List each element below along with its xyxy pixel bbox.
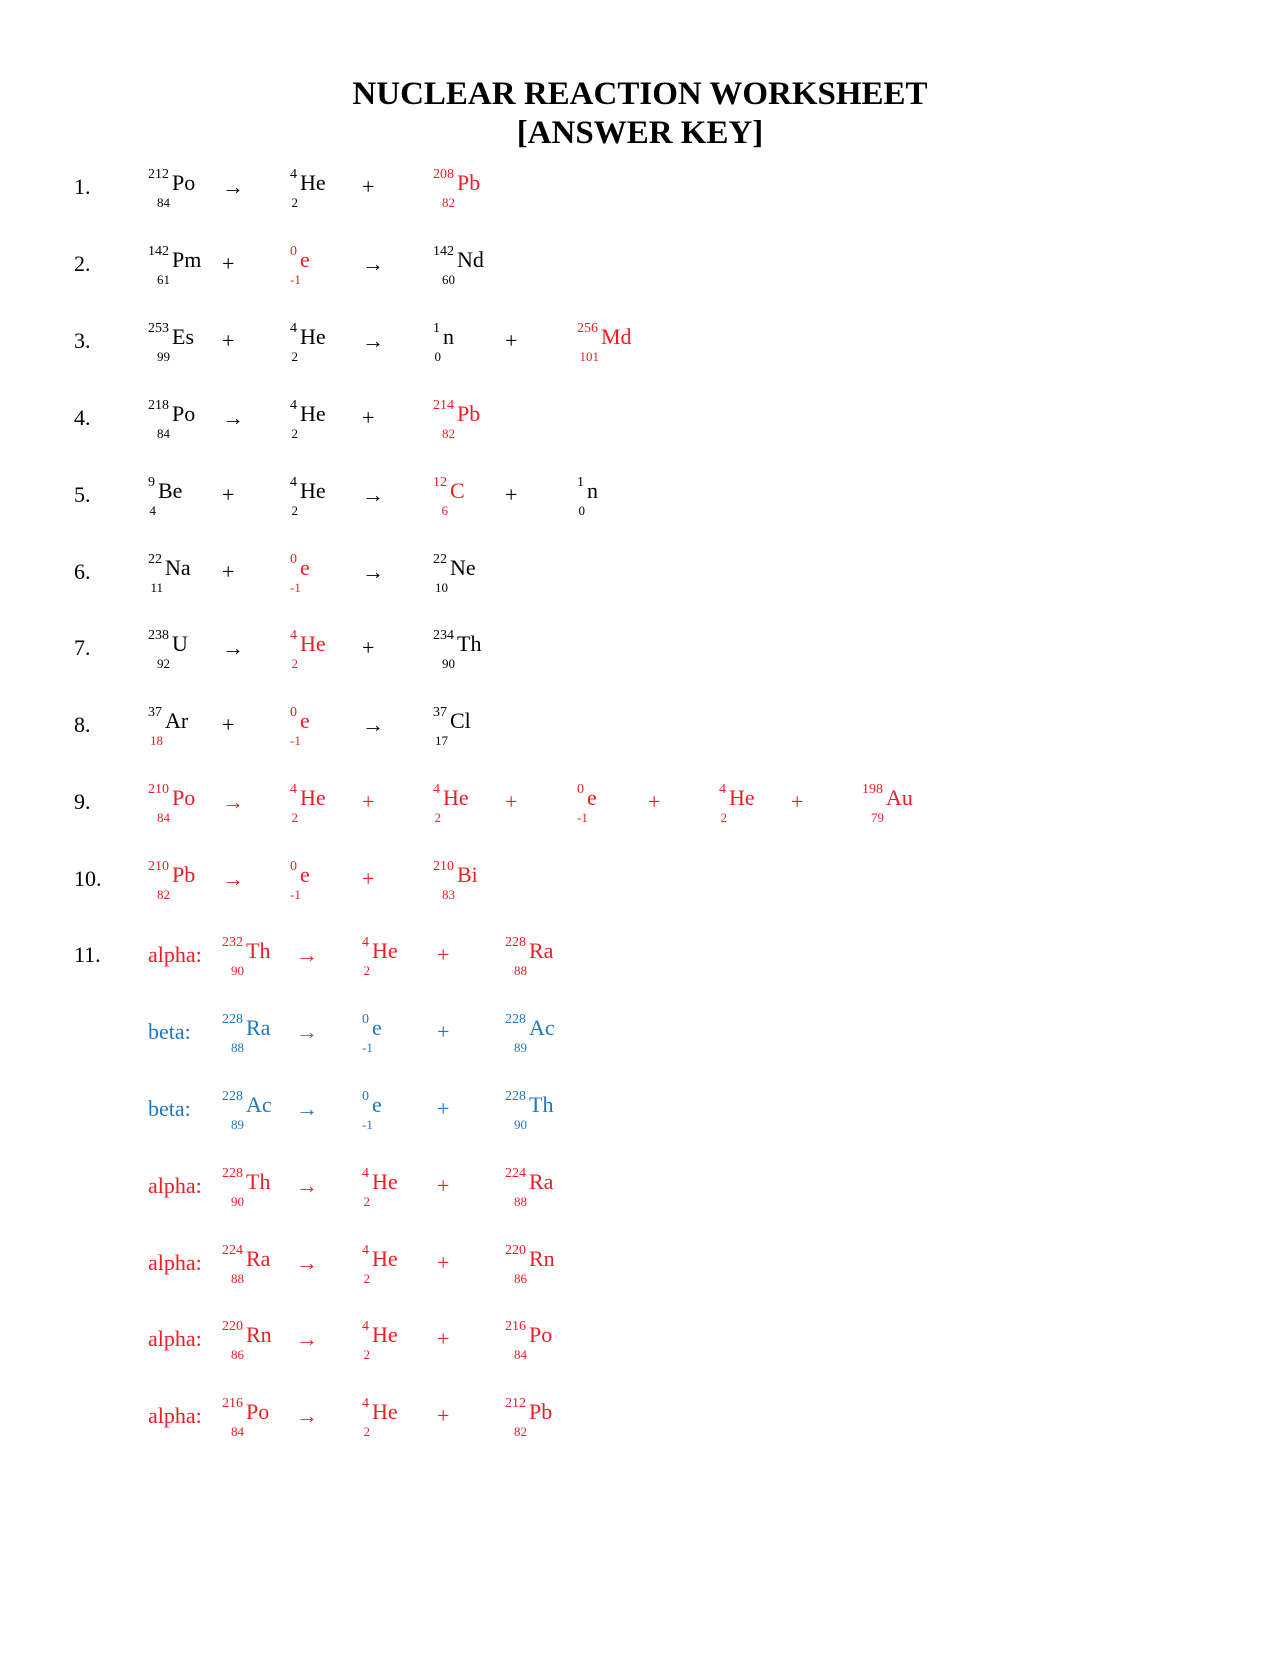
element-symbol: Rn <box>529 1246 555 1271</box>
decay-type-label: alpha: <box>148 1173 202 1198</box>
question-number: 7. <box>74 635 91 660</box>
reaction-arrow: → <box>222 635 244 660</box>
element-symbol: Ac <box>246 1092 272 1117</box>
plus-sign: + <box>437 942 450 967</box>
mass-number: 218 <box>148 398 169 413</box>
atomic-number: 2 <box>434 810 441 825</box>
element-symbol: Ra <box>529 938 554 963</box>
element-symbol: e <box>300 555 310 580</box>
reaction-arrow: → <box>222 866 244 891</box>
mass-number: 228 <box>505 1012 526 1027</box>
atomic-number: 6 <box>441 503 448 518</box>
element-symbol: Po <box>172 401 196 426</box>
atomic-number: 86 <box>514 1271 527 1286</box>
plus-sign: + <box>362 405 375 430</box>
element-symbol: Pb <box>172 862 196 887</box>
atomic-number: -1 <box>577 810 588 825</box>
atomic-number: 2 <box>291 349 298 364</box>
mass-number: 0 <box>290 552 297 567</box>
mass-number: 142 <box>148 244 169 259</box>
atomic-number: 88 <box>231 1040 244 1055</box>
mass-number: 224 <box>505 1166 526 1181</box>
atomic-number: 83 <box>442 887 455 902</box>
reaction-arrow: → <box>362 251 384 276</box>
mass-number: 0 <box>362 1089 369 1104</box>
element-symbol: Th <box>246 938 271 963</box>
mass-number: 12 <box>433 475 447 490</box>
reaction-arrow: → <box>296 1326 318 1351</box>
atomic-number: 2 <box>363 1424 370 1439</box>
decay-type-label: alpha: <box>148 1403 202 1428</box>
element-symbol: Au <box>886 785 913 810</box>
mass-number: 220 <box>222 1319 243 1334</box>
element-symbol: Po <box>172 170 196 195</box>
atomic-number: 2 <box>363 1271 370 1286</box>
mass-number: 9 <box>148 475 155 490</box>
element-symbol: He <box>372 1399 398 1424</box>
atomic-number: 88 <box>514 1194 527 1209</box>
reaction-arrow: → <box>222 174 244 199</box>
mass-number: 0 <box>290 705 297 720</box>
element-symbol: Nd <box>457 247 484 272</box>
mass-number: 208 <box>433 167 454 182</box>
question-number: 10. <box>74 866 102 891</box>
mass-number: 224 <box>222 1243 243 1258</box>
atomic-number: 88 <box>231 1271 244 1286</box>
mass-number: 212 <box>505 1396 526 1411</box>
plus-sign: + <box>222 559 235 584</box>
atomic-number: 84 <box>514 1347 527 1362</box>
mass-number: 4 <box>362 1319 369 1334</box>
plus-sign: + <box>648 789 661 814</box>
atomic-number: -1 <box>290 733 301 748</box>
atomic-number: 84 <box>157 426 170 441</box>
decay-type-label: alpha: <box>148 942 202 967</box>
element-symbol: e <box>587 785 597 810</box>
atomic-number: 82 <box>514 1424 527 1439</box>
element-symbol: Pb <box>457 170 481 195</box>
atomic-number: 2 <box>291 503 298 518</box>
plus-sign: + <box>362 866 375 891</box>
plus-sign: + <box>791 789 804 814</box>
reaction-arrow: → <box>362 559 384 584</box>
plus-sign: + <box>362 635 375 660</box>
mass-number: 253 <box>148 321 169 336</box>
question-number: 2. <box>74 251 91 276</box>
atomic-number: -1 <box>290 272 301 287</box>
element-symbol: Es <box>172 324 194 349</box>
element-symbol: He <box>300 478 326 503</box>
mass-number: 4 <box>362 935 369 950</box>
question-number: 3. <box>74 328 91 353</box>
mass-number: 4 <box>362 1243 369 1258</box>
mass-number: 22 <box>148 552 162 567</box>
mass-number: 1 <box>433 321 440 336</box>
atomic-number: 17 <box>435 733 448 748</box>
element-symbol: Po <box>529 1322 553 1347</box>
element-symbol: Md <box>601 324 632 349</box>
element-symbol: Ne <box>450 555 476 580</box>
page-title: NUCLEAR REACTION WORKSHEET <box>352 76 928 112</box>
element-symbol: He <box>300 631 326 656</box>
question-number: 5. <box>74 482 91 507</box>
mass-number: 4 <box>290 628 297 643</box>
mass-number: 228 <box>222 1089 243 1104</box>
plus-sign: + <box>222 712 235 737</box>
reaction-arrow: → <box>222 405 244 430</box>
element-symbol: He <box>372 1246 398 1271</box>
mass-number: 4 <box>433 782 440 797</box>
mass-number: 4 <box>290 398 297 413</box>
mass-number: 228 <box>505 1089 526 1104</box>
mass-number: 198 <box>862 782 883 797</box>
element-symbol: Be <box>158 478 183 503</box>
mass-number: 210 <box>148 782 169 797</box>
element-symbol: He <box>372 938 398 963</box>
element-symbol: e <box>300 862 310 887</box>
reaction-arrow: → <box>362 328 384 353</box>
atomic-number: 84 <box>231 1424 244 1439</box>
question-number: 1. <box>74 174 91 199</box>
atomic-number: -1 <box>290 580 301 595</box>
element-symbol: Cl <box>450 708 471 733</box>
mass-number: 0 <box>290 244 297 259</box>
element-symbol: Ra <box>246 1246 271 1271</box>
atomic-number: 61 <box>157 272 170 287</box>
element-symbol: e <box>372 1092 382 1117</box>
element-symbol: Ra <box>529 1169 554 1194</box>
plus-sign: + <box>505 789 518 814</box>
element-symbol: He <box>372 1322 398 1347</box>
reaction-arrow: → <box>296 1250 318 1275</box>
page-subtitle: [ANSWER KEY] <box>516 115 764 151</box>
mass-number: 142 <box>433 244 454 259</box>
mass-number: 256 <box>577 321 598 336</box>
decay-type-label: alpha: <box>148 1250 202 1275</box>
mass-number: 4 <box>362 1396 369 1411</box>
element-symbol: He <box>300 170 326 195</box>
reaction-arrow: → <box>296 1173 318 1198</box>
mass-number: 0 <box>577 782 584 797</box>
element-symbol: Na <box>165 555 191 580</box>
mass-number: 214 <box>433 398 454 413</box>
reaction-arrow: → <box>296 942 318 967</box>
atomic-number: 2 <box>291 195 298 210</box>
mass-number: 220 <box>505 1243 526 1258</box>
element-symbol: Bi <box>457 862 478 887</box>
reaction-arrow: → <box>296 1019 318 1044</box>
atomic-number: 90 <box>231 1194 244 1209</box>
mass-number: 210 <box>148 859 169 874</box>
mass-number: 1 <box>577 475 584 490</box>
atomic-number: 60 <box>442 272 455 287</box>
mass-number: 37 <box>433 705 447 720</box>
atomic-number: 84 <box>157 810 170 825</box>
element-symbol: He <box>443 785 469 810</box>
plus-sign: + <box>505 482 518 507</box>
reaction-arrow: → <box>362 712 384 737</box>
element-symbol: e <box>300 708 310 733</box>
plus-sign: + <box>505 328 518 353</box>
question-number: 6. <box>74 559 91 584</box>
atomic-number: 79 <box>871 810 884 825</box>
element-symbol: Ar <box>165 708 189 733</box>
element-symbol: U <box>172 631 188 656</box>
mass-number: 234 <box>433 628 454 643</box>
plus-sign: + <box>222 251 235 276</box>
mass-number: 22 <box>433 552 447 567</box>
atomic-number: 11 <box>150 580 163 595</box>
mass-number: 4 <box>362 1166 369 1181</box>
element-symbol: C <box>450 478 465 503</box>
atomic-number: 90 <box>514 1117 527 1132</box>
decay-type-label: alpha: <box>148 1326 202 1351</box>
element-symbol: Po <box>172 785 196 810</box>
atomic-number: 4 <box>149 503 156 518</box>
mass-number: 0 <box>290 859 297 874</box>
element-symbol: He <box>300 324 326 349</box>
element-symbol: He <box>300 401 326 426</box>
atomic-number: 99 <box>157 349 170 364</box>
mass-number: 4 <box>290 321 297 336</box>
element-symbol: Th <box>457 631 482 656</box>
atomic-number: 2 <box>291 810 298 825</box>
plus-sign: + <box>437 1403 450 1428</box>
atomic-number: 18 <box>150 733 163 748</box>
question-number: 9. <box>74 789 91 814</box>
plus-sign: + <box>362 789 375 814</box>
element-symbol: Pm <box>172 247 202 272</box>
atomic-number: 2 <box>363 1347 370 1362</box>
atomic-number: 82 <box>442 195 455 210</box>
mass-number: 212 <box>148 167 169 182</box>
plus-sign: + <box>437 1173 450 1198</box>
plus-sign: + <box>437 1326 450 1351</box>
atomic-number: 88 <box>514 963 527 978</box>
question-number: 4. <box>74 405 91 430</box>
atomic-number: 2 <box>720 810 727 825</box>
mass-number: 216 <box>222 1396 243 1411</box>
question-number: 8. <box>74 712 91 737</box>
atomic-number: 2 <box>291 426 298 441</box>
element-symbol: Ra <box>246 1015 271 1040</box>
plus-sign: + <box>362 174 375 199</box>
element-symbol: Th <box>246 1169 271 1194</box>
element-symbol: He <box>372 1169 398 1194</box>
mass-number: 228 <box>222 1012 243 1027</box>
plus-sign: + <box>437 1096 450 1121</box>
element-symbol: Th <box>529 1092 554 1117</box>
element-symbol: e <box>300 247 310 272</box>
atomic-number: -1 <box>290 887 301 902</box>
element-symbol: Rn <box>246 1322 272 1347</box>
plus-sign: + <box>222 482 235 507</box>
atomic-number: 86 <box>231 1347 244 1362</box>
element-symbol: e <box>372 1015 382 1040</box>
plus-sign: + <box>222 328 235 353</box>
mass-number: 4 <box>290 167 297 182</box>
atomic-number: 92 <box>157 656 170 671</box>
decay-type-label: beta: <box>148 1096 191 1121</box>
mass-number: 238 <box>148 628 169 643</box>
question-number: 11. <box>74 942 101 967</box>
atomic-number: 2 <box>363 963 370 978</box>
element-symbol: Po <box>246 1399 270 1424</box>
mass-number: 228 <box>505 935 526 950</box>
mass-number: 4 <box>719 782 726 797</box>
atomic-number: -1 <box>362 1040 373 1055</box>
mass-number: 232 <box>222 935 243 950</box>
mass-number: 228 <box>222 1166 243 1181</box>
atomic-number: 2 <box>291 656 298 671</box>
element-symbol: Ac <box>529 1015 555 1040</box>
atomic-number: 101 <box>579 349 599 364</box>
atomic-number: 0 <box>578 503 585 518</box>
decay-type-label: beta: <box>148 1019 191 1044</box>
mass-number: 4 <box>290 475 297 490</box>
reaction-arrow: → <box>296 1403 318 1428</box>
plus-sign: + <box>437 1019 450 1044</box>
element-symbol: Pb <box>529 1399 553 1424</box>
mass-number: 210 <box>433 859 454 874</box>
mass-number: 216 <box>505 1319 526 1334</box>
reaction-arrow: → <box>296 1096 318 1121</box>
atomic-number: 0 <box>434 349 441 364</box>
reaction-arrow: → <box>222 789 244 814</box>
atomic-number: 89 <box>514 1040 527 1055</box>
element-symbol: He <box>729 785 755 810</box>
element-symbol: He <box>300 785 326 810</box>
atomic-number: 10 <box>435 580 448 595</box>
atomic-number: 82 <box>157 887 170 902</box>
reaction-arrow: → <box>362 482 384 507</box>
atomic-number: 90 <box>231 963 244 978</box>
mass-number: 0 <box>362 1012 369 1027</box>
element-symbol: n <box>443 324 454 349</box>
element-symbol: n <box>587 478 598 503</box>
atomic-number: 82 <box>442 426 455 441</box>
mass-number: 37 <box>148 705 162 720</box>
element-symbol: Pb <box>457 401 481 426</box>
atomic-number: -1 <box>362 1117 373 1132</box>
atomic-number: 89 <box>231 1117 244 1132</box>
atomic-number: 90 <box>442 656 455 671</box>
mass-number: 4 <box>290 782 297 797</box>
plus-sign: + <box>437 1250 450 1275</box>
atomic-number: 2 <box>363 1194 370 1209</box>
atomic-number: 84 <box>157 195 170 210</box>
